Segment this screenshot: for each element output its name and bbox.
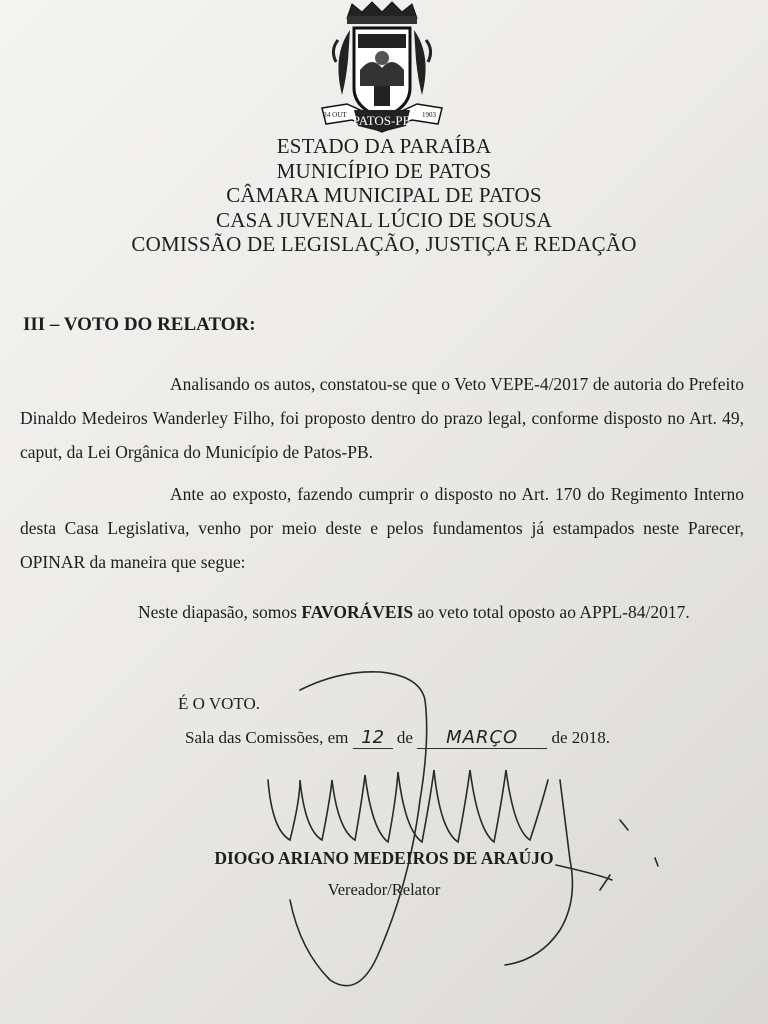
header-line-chamber: CÂMARA MUNICIPAL DE PATOS (226, 183, 542, 207)
date-line (185, 727, 610, 749)
date-year-suffix: de 2018. (551, 728, 610, 747)
crest-banner-text: PATOS-PB (352, 113, 412, 128)
paragraph-analysis: Analisando os autos, constatou-se que o Veto VEPE-4/2017 de autoria do Prefeito Dinaldo Medeiros Wanderley Filho, foi proposto dentro do prazo legal, conforme disposto no Art. 49, caput, da Lei Orgânica do Município de Patos-PB. (20, 374, 744, 462)
municipal-crest-icon (302, 0, 462, 135)
conclusion-text-before: Neste diapasão, somos (138, 602, 302, 622)
conclusion-text-after: ao veto total oposto ao APPL-84/2017. (413, 602, 690, 622)
date-line-prefix: Sala das Comissões, em (185, 728, 349, 747)
paragraph-exposition: Ante ao exposto, fazendo cumprir o disposto no Art. 170 do Regimento Interno desta Casa Legislativa, venho por meio deste e pelos fundamentos já estampados neste Parecer, OPINAR da maneira que segue: (20, 484, 744, 572)
header-line-state: ESTADO DA PARAÍBA (276, 134, 492, 158)
crest-left-date: 24 OUT (323, 111, 347, 119)
document-header (0, 134, 768, 257)
vote-statement: É O VOTO. (178, 694, 261, 713)
header-line-municipality: MUNICÍPIO DE PATOS (276, 158, 492, 183)
paragraph-conclusion (138, 595, 758, 629)
date-day-handwritten: 12 (353, 727, 393, 749)
header-line-house: CASA JUVENAL LÚCIO DE SOUSA (216, 207, 552, 232)
signatory-role: Vereador/Relator (327, 880, 441, 899)
date-month-handwritten: MARÇO (417, 727, 547, 749)
crest-right-year: 1903 (422, 111, 436, 119)
header-line-commission: COMISSÃO DE LEGISLAÇÃO, JUSTIÇA E REDAÇÃO (131, 232, 637, 256)
date-de-1: de (396, 728, 413, 747)
signatory-name: DIOGO ARIANO MEDEIROS DE ARAÚJO (214, 848, 554, 868)
conclusion-verdict: FAVORÁVEIS (301, 602, 414, 622)
section-title: III – VOTO DO RELATOR: (23, 314, 256, 335)
